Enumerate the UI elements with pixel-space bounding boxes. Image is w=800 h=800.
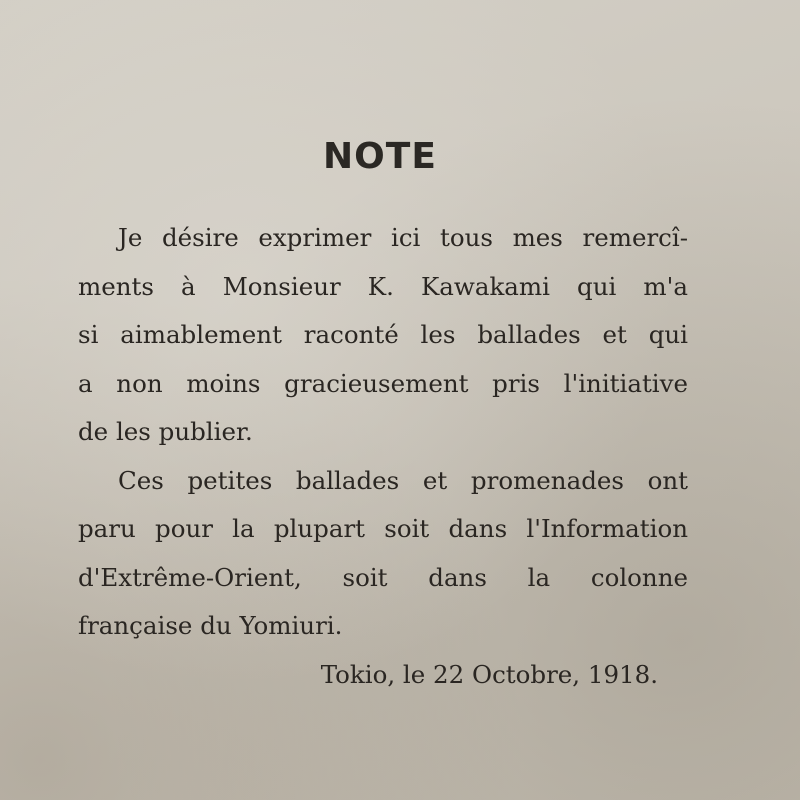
signature-date: Tokio, le 22 Octobre, 1918. [320,659,658,689]
paragraph-1-line-5: de les publier. [78,417,253,446]
paragraph-2-line-3: d'Extrême-Orient, soit dans la colonne [78,562,688,592]
note-text [78,214,688,699]
paragraph-1-line-2: ments à Monsieur K. Kawakami qui m'a [78,271,688,301]
paragraph-1-line-1: Je désire exprimer ici tous mes remercî- [118,223,688,252]
page-title: NOTE [323,136,437,177]
paragraph-1-line-4: a non moins gracieusement pris l'initiative [78,368,688,398]
paragraph-2-line-2: paru pour la plupart soit dans l'Information [78,514,688,543]
paragraph-1-line-3: si aimablement raconté les ballades et qui [78,320,688,349]
paragraph-2-line-1: Ces petites ballades et promenades ont [118,465,688,495]
paragraph-2-line-4: française du Yomiuri. [78,611,343,640]
